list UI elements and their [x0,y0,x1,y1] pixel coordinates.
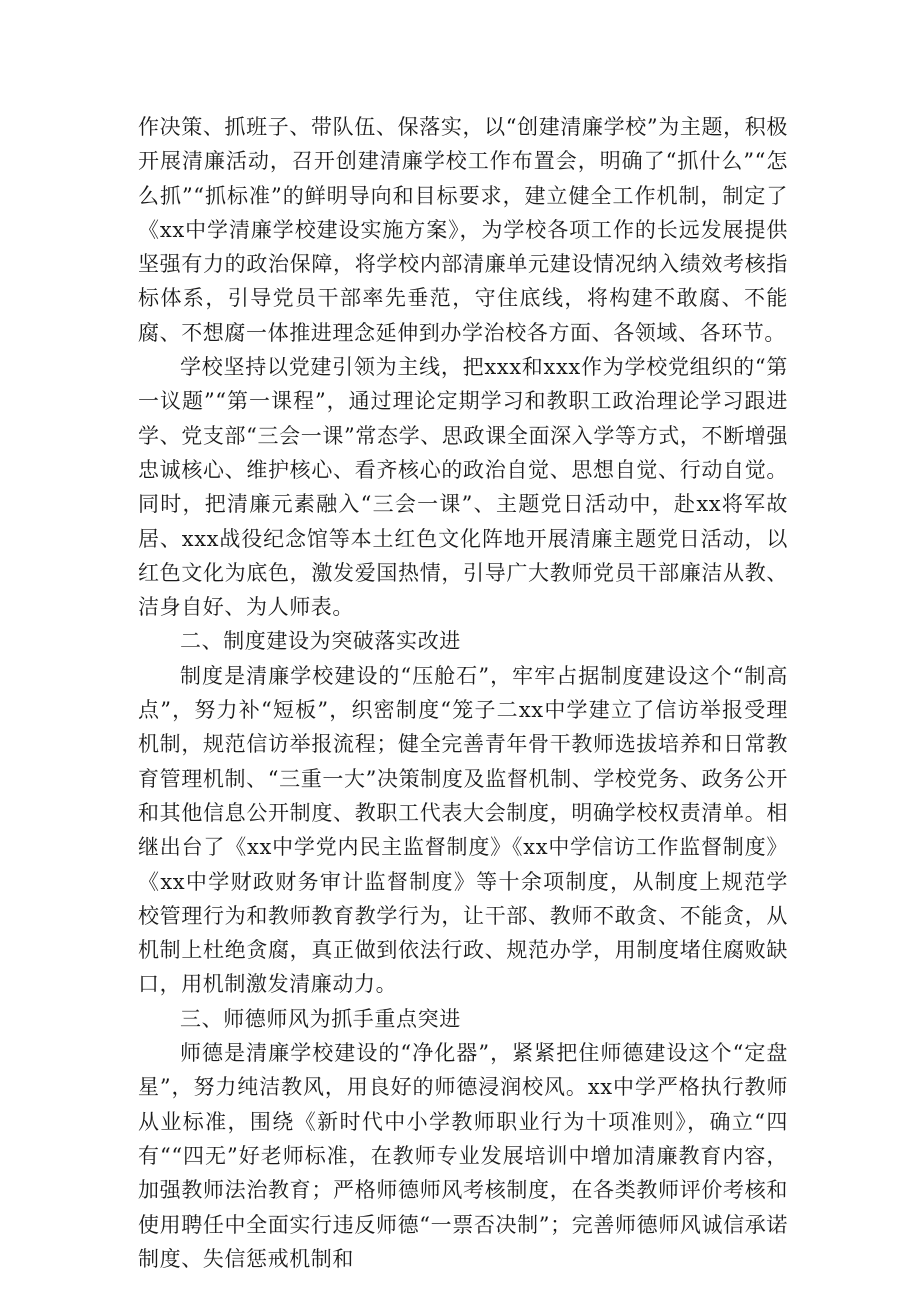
paragraph-system-building: 制度是清廉学校建设的“压舱石”，牢牢占据制度建设这个“制高点”，努力补“短板”，织密制度“笼子二xx中学建立了信访举报受理机制，规范信访举报流程；健全完善青年骨干教师选拔培养和日常教育管理机制、“三重一大”决策制度及监督机制、学校党务、政务公开和其他信息公开制度、教职工代表大会制度，明确学校权责清单。相继出台了《xx中学党内民主监督制度》《xx中学信访工作监督制度》《xx中学财政财务审计监督制度》等十余项制度，从制度上规范学校管理行为和教师教育教学行为，让干部、教师不敢贪、不能贪，从机制上杜绝贪腐，真正做到依法行政、规范办学，用制度堵住腐败缺口，用机制激发清廉动力。 [138,663,788,997]
section-heading-teacher-ethics: 三、师德师风为抓手重点突进 [180,1006,461,1031]
paragraph-teacher-ethics: 师德是清廉学校建设的“净化器”，紧紧把住师德建设这个“定盘星”，努力纯洁教风，用良好的师德浸润校风。xx中学严格执行教师从业标准，围绕《新时代中小学教师职业行为十项准则》，确立“四有““四无”好老师标准，在教师专业发展培训中增加清廉教育内容，加强教师法治教育；严格师德师风考核制度，在各类教师评价考核和使用聘任中全面实行违反师德“一票否决制”；完善师德师风诚信承诺制度、失信惩戒机制和 [138,1041,788,1271]
paragraph-party-building: 学校坚持以党建引领为主线，把xxx和xxx作为学校党组织的“第一议题”“第一课程”，通过理论定期学习和教职工政治理论学习跟进学、党支部“三会一课”常态学、思政课全面深入学等方式，不断增强忠诚核心、维护核心、看齐核心的政治自觉、思想自觉、行动自觉。同时，把清廉元素融入“三会一课”、主题党日活动中，赴xx将军故居、xxx战役纪念馆等本土红色文化阵地开展清廉主题党日活动，以红色文化为底色，激发爱国热情，引导广大教师党员干部廉洁从教、洁身自好、为人师表。 [138,355,788,620]
paragraph-continuation: 作决策、抓班子、带队伍、保落实，以“创建清廉学校”为主题，积极开展清廉活动，召开创建清廉学校工作布置会，明确了“抓什么”“怎么抓”“抓标准”的鲜明导向和目标要求，建立健全工作机制，制定了《xx中学清廉学校建设实施方案》，为学校各项工作的长远发展提供坚强有力的政治保障，将学校内部清廉单元建设情况纳入绩效考核指标体系，引导党员干部率先垂范，守住底线，将构建不敢腐、不能腐、不想腐一体推进理念延伸到办学治校各方面、各领域、各环节。 [138,115,788,345]
section-heading-system-building: 二、制度建设为突破落实改进 [180,629,461,654]
document-body [138,110,788,1276]
